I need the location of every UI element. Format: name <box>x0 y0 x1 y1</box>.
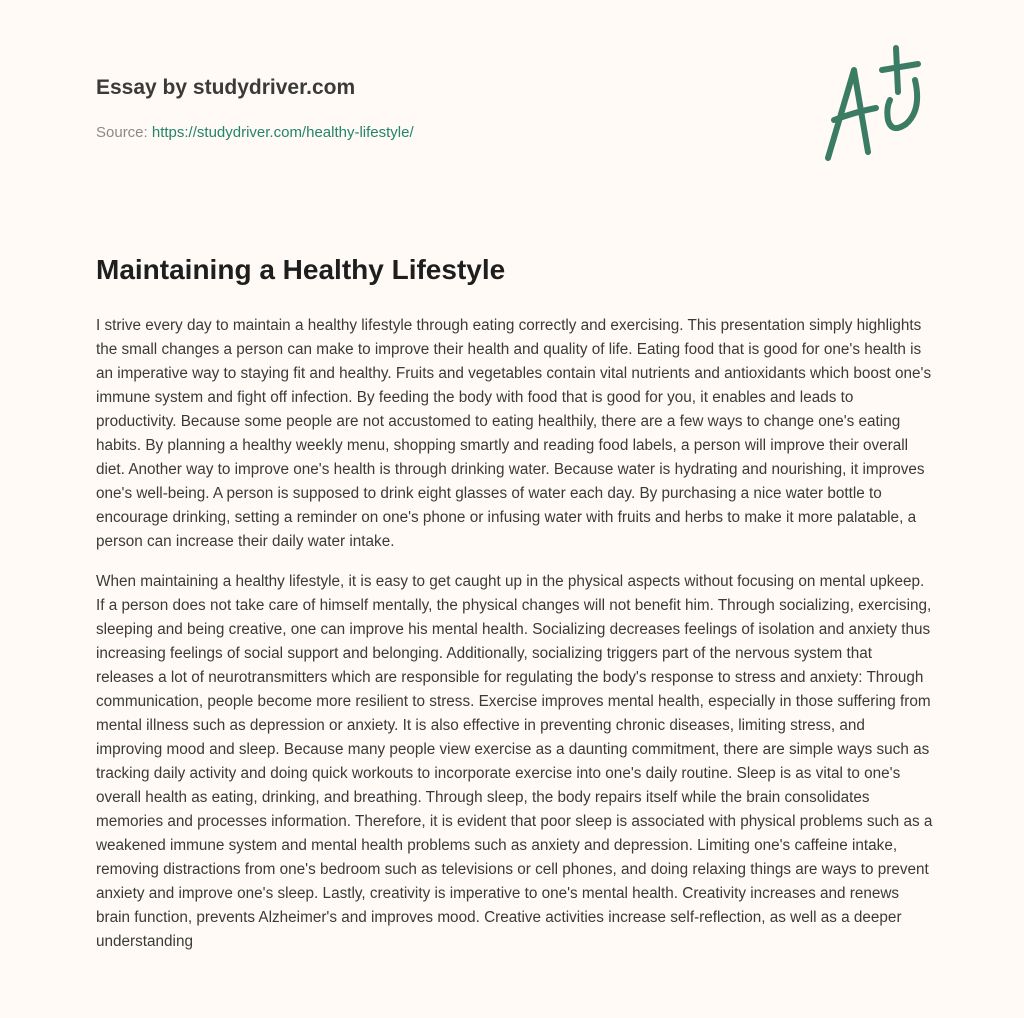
site-title: Essay by studydriver.com <box>96 76 356 99</box>
source-link[interactable]: https://studydriver.com/healthy-lifestyle/ <box>151 124 414 141</box>
article-body <box>96 314 934 970</box>
source-line <box>96 124 414 141</box>
paragraph: When maintaining a healthy lifestyle, it is easy to get caught up in the physical aspects without focusing on mental upkeep. If a person does not take care of himself mentally, the physical changes will not benefit him. Through socializing, exercising, sleeping and being creative, one can improve his mental health. Socializing decreases feelings of isolation and anxiety thus increasing feelings of social support and belonging. Additionally, socializing triggers part of the nervous system that releases a lot of neurotransmitters which are responsible for regulating the body's response to stress and anxiety: Through communication, people become more resilient to stress. Exercise improves mental health, especially in those suffering from mental illness such as depression or anxiety. It is also effective in preventing chronic diseases, limiting stress, and improving mood and sleep. Because many people view exercise as a daunting commitment, there are simple ways such as tracking daily activity and doing quick workouts to incorporate exercise into one's daily routine. Sleep is as vital to one's overall health as eating, drinking, and breathing. Through sleep, the body repairs itself while the brain consolidates memories and processes information. Therefore, it is evident that poor sleep is associated with physical problems such as a weakened immune system and mental health problems such as anxiety and depression. Limiting one's caffeine intake, removing distractions from one's bedroom such as televisions or cell phones, and doing relaxing things are ways to prevent anxiety and improve one's sleep. Lastly, creativity is imperative to one's mental health. Creativity increases and renews brain function, prevents Alzheimer's and improves mood. Creative activities increase self-reflection, as well as a deeper understanding <box>96 573 933 950</box>
a-plus-logo-icon <box>820 40 930 165</box>
article-title: Maintaining a Healthy Lifestyle <box>96 254 506 285</box>
source-label: Source: <box>96 124 148 141</box>
paragraph: I strive every day to maintain a healthy lifestyle through eating correctly and exercising. This presentation simply highlights the small changes a person can make to improve their health and quality of life. Eating food that is good for one's health is an imperative way to staying fit and healthy. Fruits and vegetables contain vital nutrients and antioxidants which boost one's immune system and fight off infection. By feeding the body with food that is good for you, it enables and leads to productivity. Because some people are not accustomed to eating healthily, there are a few ways to change one's eating habits. By planning a healthy weekly menu, shopping smartly and reading food labels, a person will improve their overall diet. Another way to improve one's health is through drinking water. Because water is hydrating and nourishing, it improves one's well-being. A person is supposed to drink eight glasses of water each day. By purchasing a nice water bottle to encourage drinking, setting a reminder on one's phone or infusing water with fruits and herbs to make it more palatable, a person can increase their daily water intake. <box>96 317 932 550</box>
